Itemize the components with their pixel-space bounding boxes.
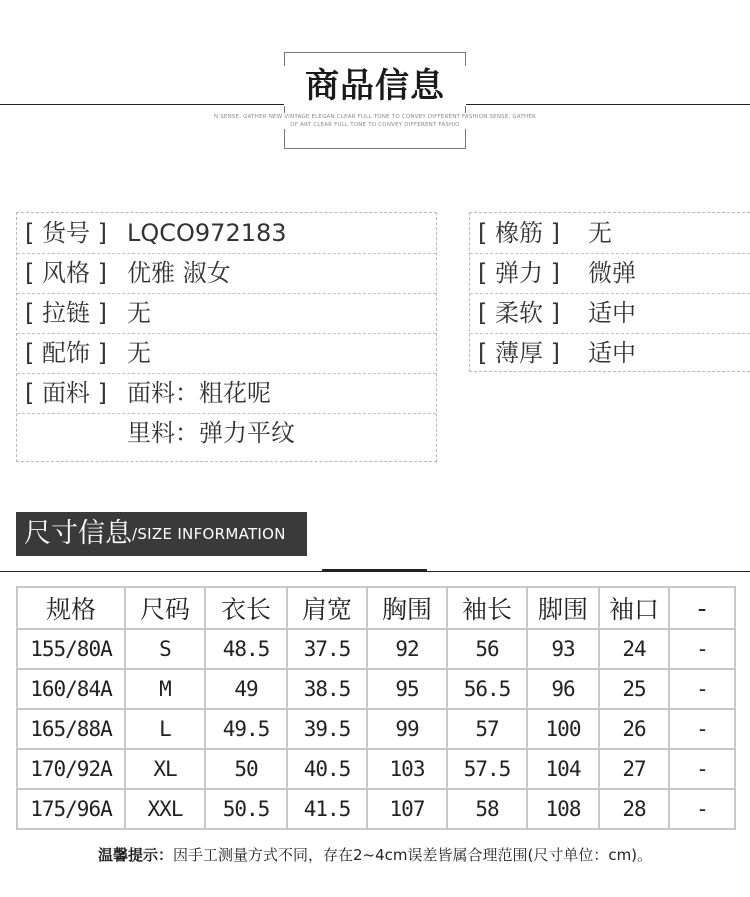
table-cell: 108 (527, 789, 599, 829)
product-info-left (16, 212, 437, 462)
size-table-header (17, 587, 735, 629)
table-cell: 49.5 (205, 709, 287, 749)
table-cell: 37.5 (287, 629, 367, 669)
col-header: 肩宽 (287, 587, 367, 629)
table-cell: 50 (205, 749, 287, 789)
table-cell: 24 (599, 629, 669, 669)
table-cell: 28 (599, 789, 669, 829)
table-cell: 107 (367, 789, 447, 829)
info-value: 微弹 (588, 259, 636, 287)
table-cell: - (669, 749, 735, 789)
col-header: 袖口 (599, 587, 669, 629)
info-value: 适中 (588, 339, 636, 367)
table-cell: 100 (527, 709, 599, 749)
table-cell: XXL (125, 789, 205, 829)
info-row-item-no (17, 213, 436, 254)
size-divider-accent (322, 569, 427, 572)
table-cell: M (125, 669, 205, 709)
table-row (17, 789, 735, 829)
note-text: 因手工测量方式不同，存在2~4cm误差皆属合理范围(尺寸单位：cm)。 (172, 846, 653, 864)
info-key: [ 拉链 ] (25, 299, 107, 327)
note-label: 温馨提示： (97, 846, 173, 864)
info-row-elastic-band (470, 213, 750, 254)
table-cell: 27 (599, 749, 669, 789)
table-cell: 56.5 (447, 669, 527, 709)
table-cell: 165/88A (17, 709, 125, 749)
table-cell: - (669, 789, 735, 829)
info-row-lining (17, 413, 436, 453)
header-subtitle-line2: OF ART CLEAR FULL TONE TO CONVEY DIFFERENT FASHIO (290, 122, 460, 128)
info-value: 无 (127, 299, 151, 327)
col-header: - (669, 587, 735, 629)
table-cell: 175/96A (17, 789, 125, 829)
info-value: 无 (588, 219, 612, 247)
size-title-cn: 尺寸信息 (24, 518, 132, 549)
table-cell: 40.5 (287, 749, 367, 789)
size-table (16, 586, 736, 830)
info-row-stretch (470, 253, 750, 294)
table-cell: 57 (447, 709, 527, 749)
info-value: 优雅 淑女 (127, 259, 231, 287)
table-cell: 104 (527, 749, 599, 789)
info-row-thickness (470, 333, 750, 373)
table-cell: L (125, 709, 205, 749)
table-cell: 48.5 (205, 629, 287, 669)
table-cell: 155/80A (17, 629, 125, 669)
table-cell: 39.5 (287, 709, 367, 749)
info-value: 里料：弹力平纹 (127, 419, 295, 447)
table-row (17, 669, 735, 709)
info-row-style (17, 253, 436, 294)
info-value: 适中 (588, 299, 636, 327)
info-key: [ 柔软 ] (478, 299, 560, 327)
table-cell: 160/84A (17, 669, 125, 709)
table-cell: 58 (447, 789, 527, 829)
header-subtitle (190, 113, 560, 129)
info-value: 面料：粗花呢 (127, 379, 271, 407)
table-cell: XL (125, 749, 205, 789)
header-subtitle-line1: N SENSE, GATHER NEW VINTAGE ELEGAN CLEAR FULL TONE TO CONVEY DIFFERENT FASHION SENSE, GATHER (213, 114, 537, 120)
table-row (17, 749, 735, 789)
col-header: 衣长 (205, 587, 287, 629)
info-key: [ 薄厚 ] (478, 339, 560, 367)
table-cell: 57.5 (447, 749, 527, 789)
table-cell: 103 (367, 749, 447, 789)
table-cell: 95 (367, 669, 447, 709)
info-value: 无 (127, 339, 151, 367)
measurement-note (0, 845, 750, 865)
table-cell: S (125, 629, 205, 669)
info-value: LQCO972183 (127, 219, 287, 247)
info-key: [ 面料 ] (25, 379, 107, 407)
col-header: 尺码 (125, 587, 205, 629)
size-section-title (16, 512, 307, 556)
col-header: 袖长 (447, 587, 527, 629)
table-row (17, 629, 735, 669)
table-cell: 49 (205, 669, 287, 709)
table-cell: 170/92A (17, 749, 125, 789)
info-row-accessory (17, 333, 436, 374)
table-cell: 56 (447, 629, 527, 669)
info-key: [ 配饰 ] (25, 339, 107, 367)
info-row-softness (470, 293, 750, 334)
info-row-fabric (17, 373, 436, 414)
table-row (17, 709, 735, 749)
info-key: [ 货号 ] (25, 219, 107, 247)
table-cell: 26 (599, 709, 669, 749)
col-header: 胸围 (367, 587, 447, 629)
product-info-right (469, 212, 750, 372)
table-cell: 25 (599, 669, 669, 709)
table-cell: 99 (367, 709, 447, 749)
table-cell: - (669, 669, 735, 709)
table-cell: 41.5 (287, 789, 367, 829)
info-key: [ 弹力 ] (478, 259, 560, 287)
table-cell: - (669, 709, 735, 749)
table-cell: 38.5 (287, 669, 367, 709)
page-title: 商品信息 (284, 66, 466, 106)
table-cell: 50.5 (205, 789, 287, 829)
info-row-zipper (17, 293, 436, 334)
table-cell: 92 (367, 629, 447, 669)
info-key: [ 橡筋 ] (478, 219, 560, 247)
table-cell: 96 (527, 669, 599, 709)
col-header: 规格 (17, 587, 125, 629)
size-title-en: /SIZE INFORMATION (132, 525, 286, 543)
col-header: 脚围 (527, 587, 599, 629)
info-key: [ 风格 ] (25, 259, 107, 287)
table-cell: - (669, 629, 735, 669)
table-cell: 93 (527, 629, 599, 669)
